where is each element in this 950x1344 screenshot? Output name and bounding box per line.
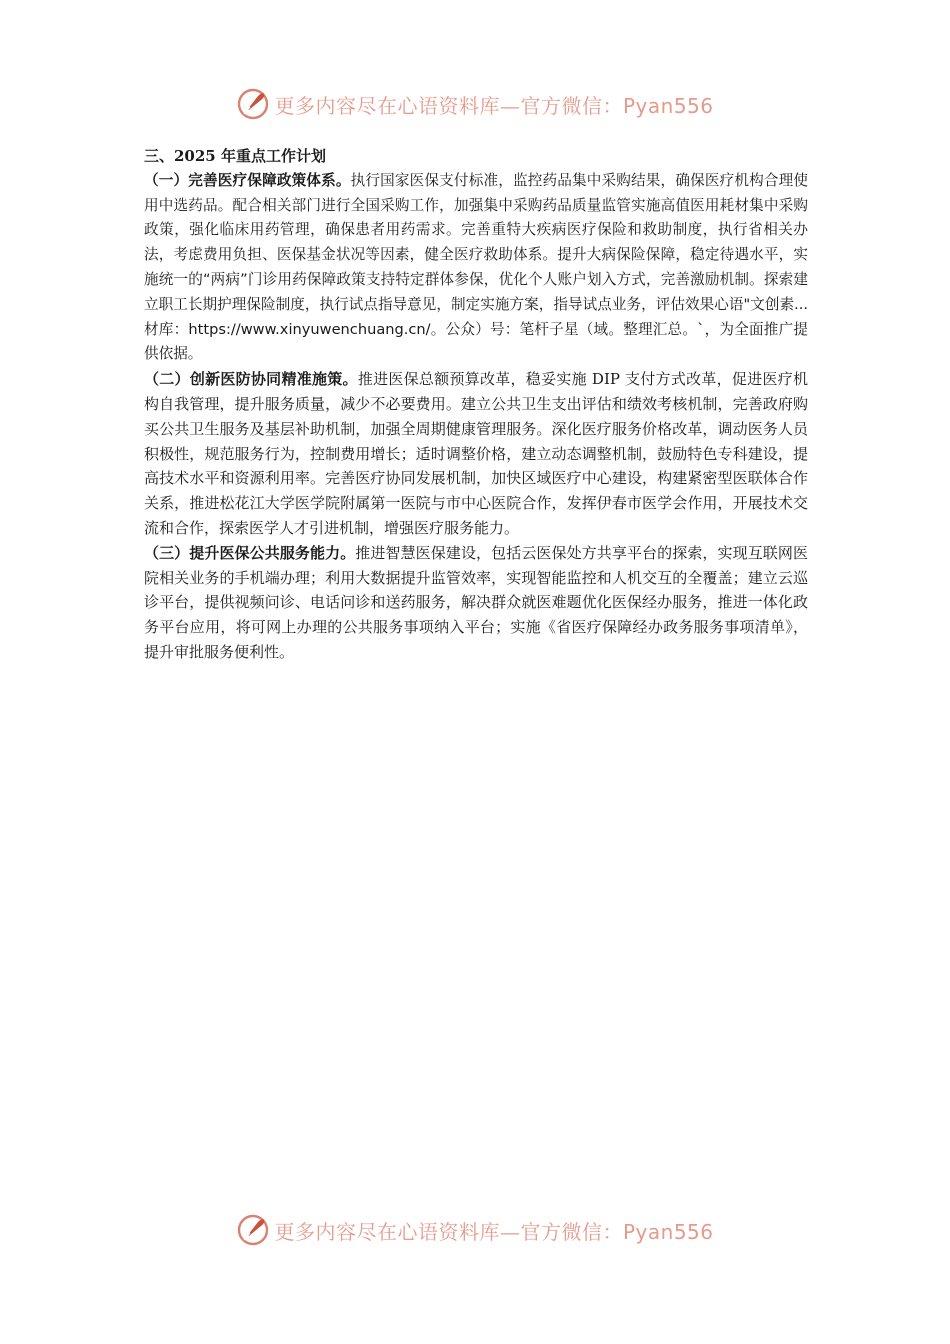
quill-pen-logo-icon (236, 87, 270, 121)
footer-banner (0, 1208, 950, 1252)
document-body (144, 144, 808, 665)
paragraph-2-lead: （二）创新医防协同精准施策。 (144, 370, 358, 389)
banner-text: 更多内容尽在心语资料库—官方微信：Pyan556 (274, 93, 714, 118)
banner-text: 更多内容尽在心语资料库—官方微信：Pyan556 (274, 1219, 714, 1244)
header-banner (0, 82, 950, 126)
section-title: 三、2025 年重点工作计划 (144, 147, 326, 165)
paragraph-3-body: 推进智慧医保建设，包括云医保处方共享平台的探索，实现互联网医院相关业务的手机端办理；利用大数据提升监管效率，实现智能监控和人机交互的全覆盖；建立云巡诊平台，提供视频问诊、电话问诊和送药服务，解决群众就医难题优化医保经办服务，推进一体化政务平台应用，将可网上办理的公共服务事项纳入平台；实施《省医疗保障经办政务服务事项清单》，提升审批服务便利性。 (144, 543, 808, 661)
paragraph-2-body: 推进医保总额预算改革，稳妥实施 DIP 支付方式改革，促进医疗机构自我管理，提升服务质量，减少不必要费用。建立公共卫生支出评估和绩效考核机制，完善政府购买公共卫生服务及基层补助机制，加强全周期健康管理服务。深化医疗服务价格改革，调动医务人员积极性，规范服务行为，控制费用增长；适时调整价格，建立动态调整机制，鼓励特色专科建设，提高技术水平和资源利用率。完善医疗协同发展机制，加快区域医疗中心建设，构建紧密型医联体合作关系，推进松花江大学医学院附属第一医院与市中心医院合作，发挥伊春市医学会作用，开展技术交流和合作，探索医学人才引进机制，增强医疗服务能力。 (144, 370, 808, 537)
paragraph-3-lead: （三）提升医保公共服务能力。 (144, 543, 356, 562)
wechat-id: Pyan556 (622, 1219, 714, 1244)
paragraph-1-body: 执行国家医保支付标准，监控药品集中采购结果，确保医疗机构合理使用中选药品。配合相关部门进行全国采购工作，加强集中采购药品质量监管实施高值医用耗材集中采购政策，强化临床用药管理，确保患者用药需求。完善重特大疾病医疗保险和救助制度，执行省相关办法，考虑费用负担、医保基金状况等因素，健全医疗救助体系。提升大病保险保障，稳定待遇水平，实施统一的“两病”门诊用药保障政策支持特定群体参保，优化个人账户划入方式，完善激励机制。探索建立职工长期护理保险制度，执行试点指导意见，制定实施方案，指导试点业务，评估效果心语"文创素...材库：https://www.xinyuwenchuang.cn/。公众）号：笔杆子星（域。整理汇总。`，为全面推广提供依据。 (144, 171, 808, 363)
paragraph-2 (144, 367, 808, 541)
quill-pen-logo-icon (236, 1213, 270, 1247)
paragraph-1 (144, 169, 808, 367)
wechat-id: Pyan556 (622, 93, 714, 118)
paragraph-1-lead: （一）完善医疗保障政策体系。 (144, 171, 351, 189)
paragraph-3 (144, 541, 808, 665)
